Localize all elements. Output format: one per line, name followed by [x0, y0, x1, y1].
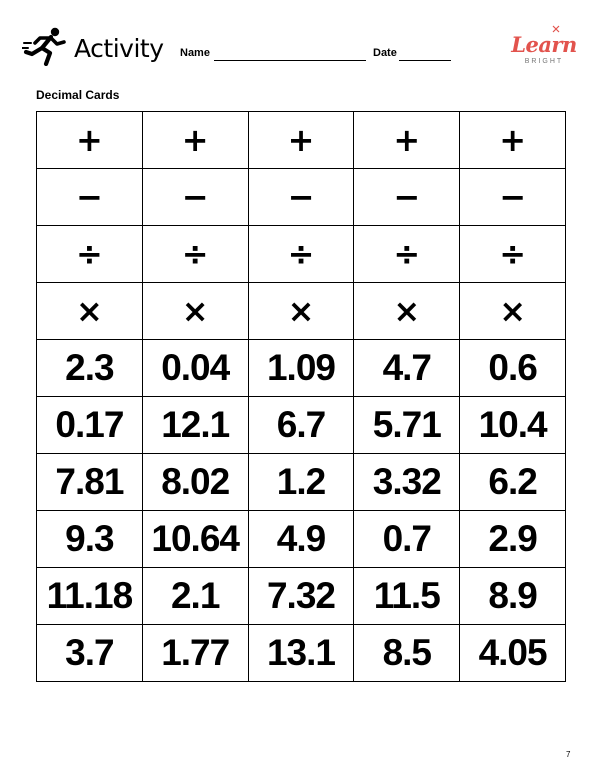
operator-card: ÷	[142, 226, 248, 283]
name-field[interactable]	[214, 60, 366, 61]
operator-card: +	[248, 112, 354, 169]
activity-title: Activity	[74, 34, 164, 63]
number-card: 0.17	[37, 397, 143, 454]
operator-row	[37, 112, 566, 169]
name-label: Name	[180, 47, 210, 59]
number-card: 2.9	[460, 511, 566, 568]
number-card: 6.7	[248, 397, 354, 454]
number-card: 4.9	[248, 511, 354, 568]
operator-row	[37, 169, 566, 226]
number-card: 1.2	[248, 454, 354, 511]
operator-card: ÷	[37, 226, 143, 283]
operator-card: −	[248, 169, 354, 226]
number-card: 13.1	[248, 625, 354, 682]
number-row	[37, 397, 566, 454]
operator-card: ×	[248, 283, 354, 340]
number-card: 11.5	[354, 568, 460, 625]
date-label: Date	[373, 47, 397, 59]
logo-wordmark: Learn	[511, 32, 577, 57]
decimal-cards-table	[36, 111, 566, 682]
number-card: 4.7	[354, 340, 460, 397]
operator-card: −	[37, 169, 143, 226]
number-card: 0.04	[142, 340, 248, 397]
operator-card: ÷	[354, 226, 460, 283]
operator-card: ÷	[248, 226, 354, 283]
number-card: 6.2	[460, 454, 566, 511]
number-card: 1.09	[248, 340, 354, 397]
number-card: 1.77	[142, 625, 248, 682]
operator-card: ×	[37, 283, 143, 340]
date-field[interactable]	[399, 60, 451, 61]
learn-bright-logo	[506, 26, 582, 68]
operator-card: +	[142, 112, 248, 169]
number-card: 8.9	[460, 568, 566, 625]
number-card: 2.1	[142, 568, 248, 625]
operator-card: ×	[142, 283, 248, 340]
number-card: 5.71	[354, 397, 460, 454]
number-row	[37, 511, 566, 568]
number-row	[37, 625, 566, 682]
page-number: 7	[566, 750, 571, 759]
number-card: 3.32	[354, 454, 460, 511]
worksheet-header	[0, 0, 600, 80]
operator-card: −	[142, 169, 248, 226]
operator-card: −	[354, 169, 460, 226]
logo-subtext: BRIGHT	[524, 58, 564, 65]
number-card: 0.7	[354, 511, 460, 568]
number-card: 10.64	[142, 511, 248, 568]
number-card: 8.02	[142, 454, 248, 511]
number-card: 2.3	[37, 340, 143, 397]
number-card: 4.05	[460, 625, 566, 682]
number-row	[37, 454, 566, 511]
number-card: 8.5	[354, 625, 460, 682]
number-card: 10.4	[460, 397, 566, 454]
number-card: 9.3	[37, 511, 143, 568]
number-card: 3.7	[37, 625, 143, 682]
operator-card: −	[460, 169, 566, 226]
operator-card: ÷	[460, 226, 566, 283]
number-card: 7.32	[248, 568, 354, 625]
number-card: 0.6	[460, 340, 566, 397]
running-person-icon	[22, 26, 68, 66]
operator-card: +	[460, 112, 566, 169]
number-row	[37, 568, 566, 625]
number-card: 12.1	[142, 397, 248, 454]
number-card: 7.81	[37, 454, 143, 511]
number-card: 11.18	[37, 568, 143, 625]
operator-card: ×	[460, 283, 566, 340]
page-title: Decimal Cards	[36, 88, 120, 102]
operator-card: +	[354, 112, 460, 169]
operator-card: ×	[354, 283, 460, 340]
operator-row	[37, 226, 566, 283]
operator-row	[37, 283, 566, 340]
operator-card: +	[37, 112, 143, 169]
number-row	[37, 340, 566, 397]
